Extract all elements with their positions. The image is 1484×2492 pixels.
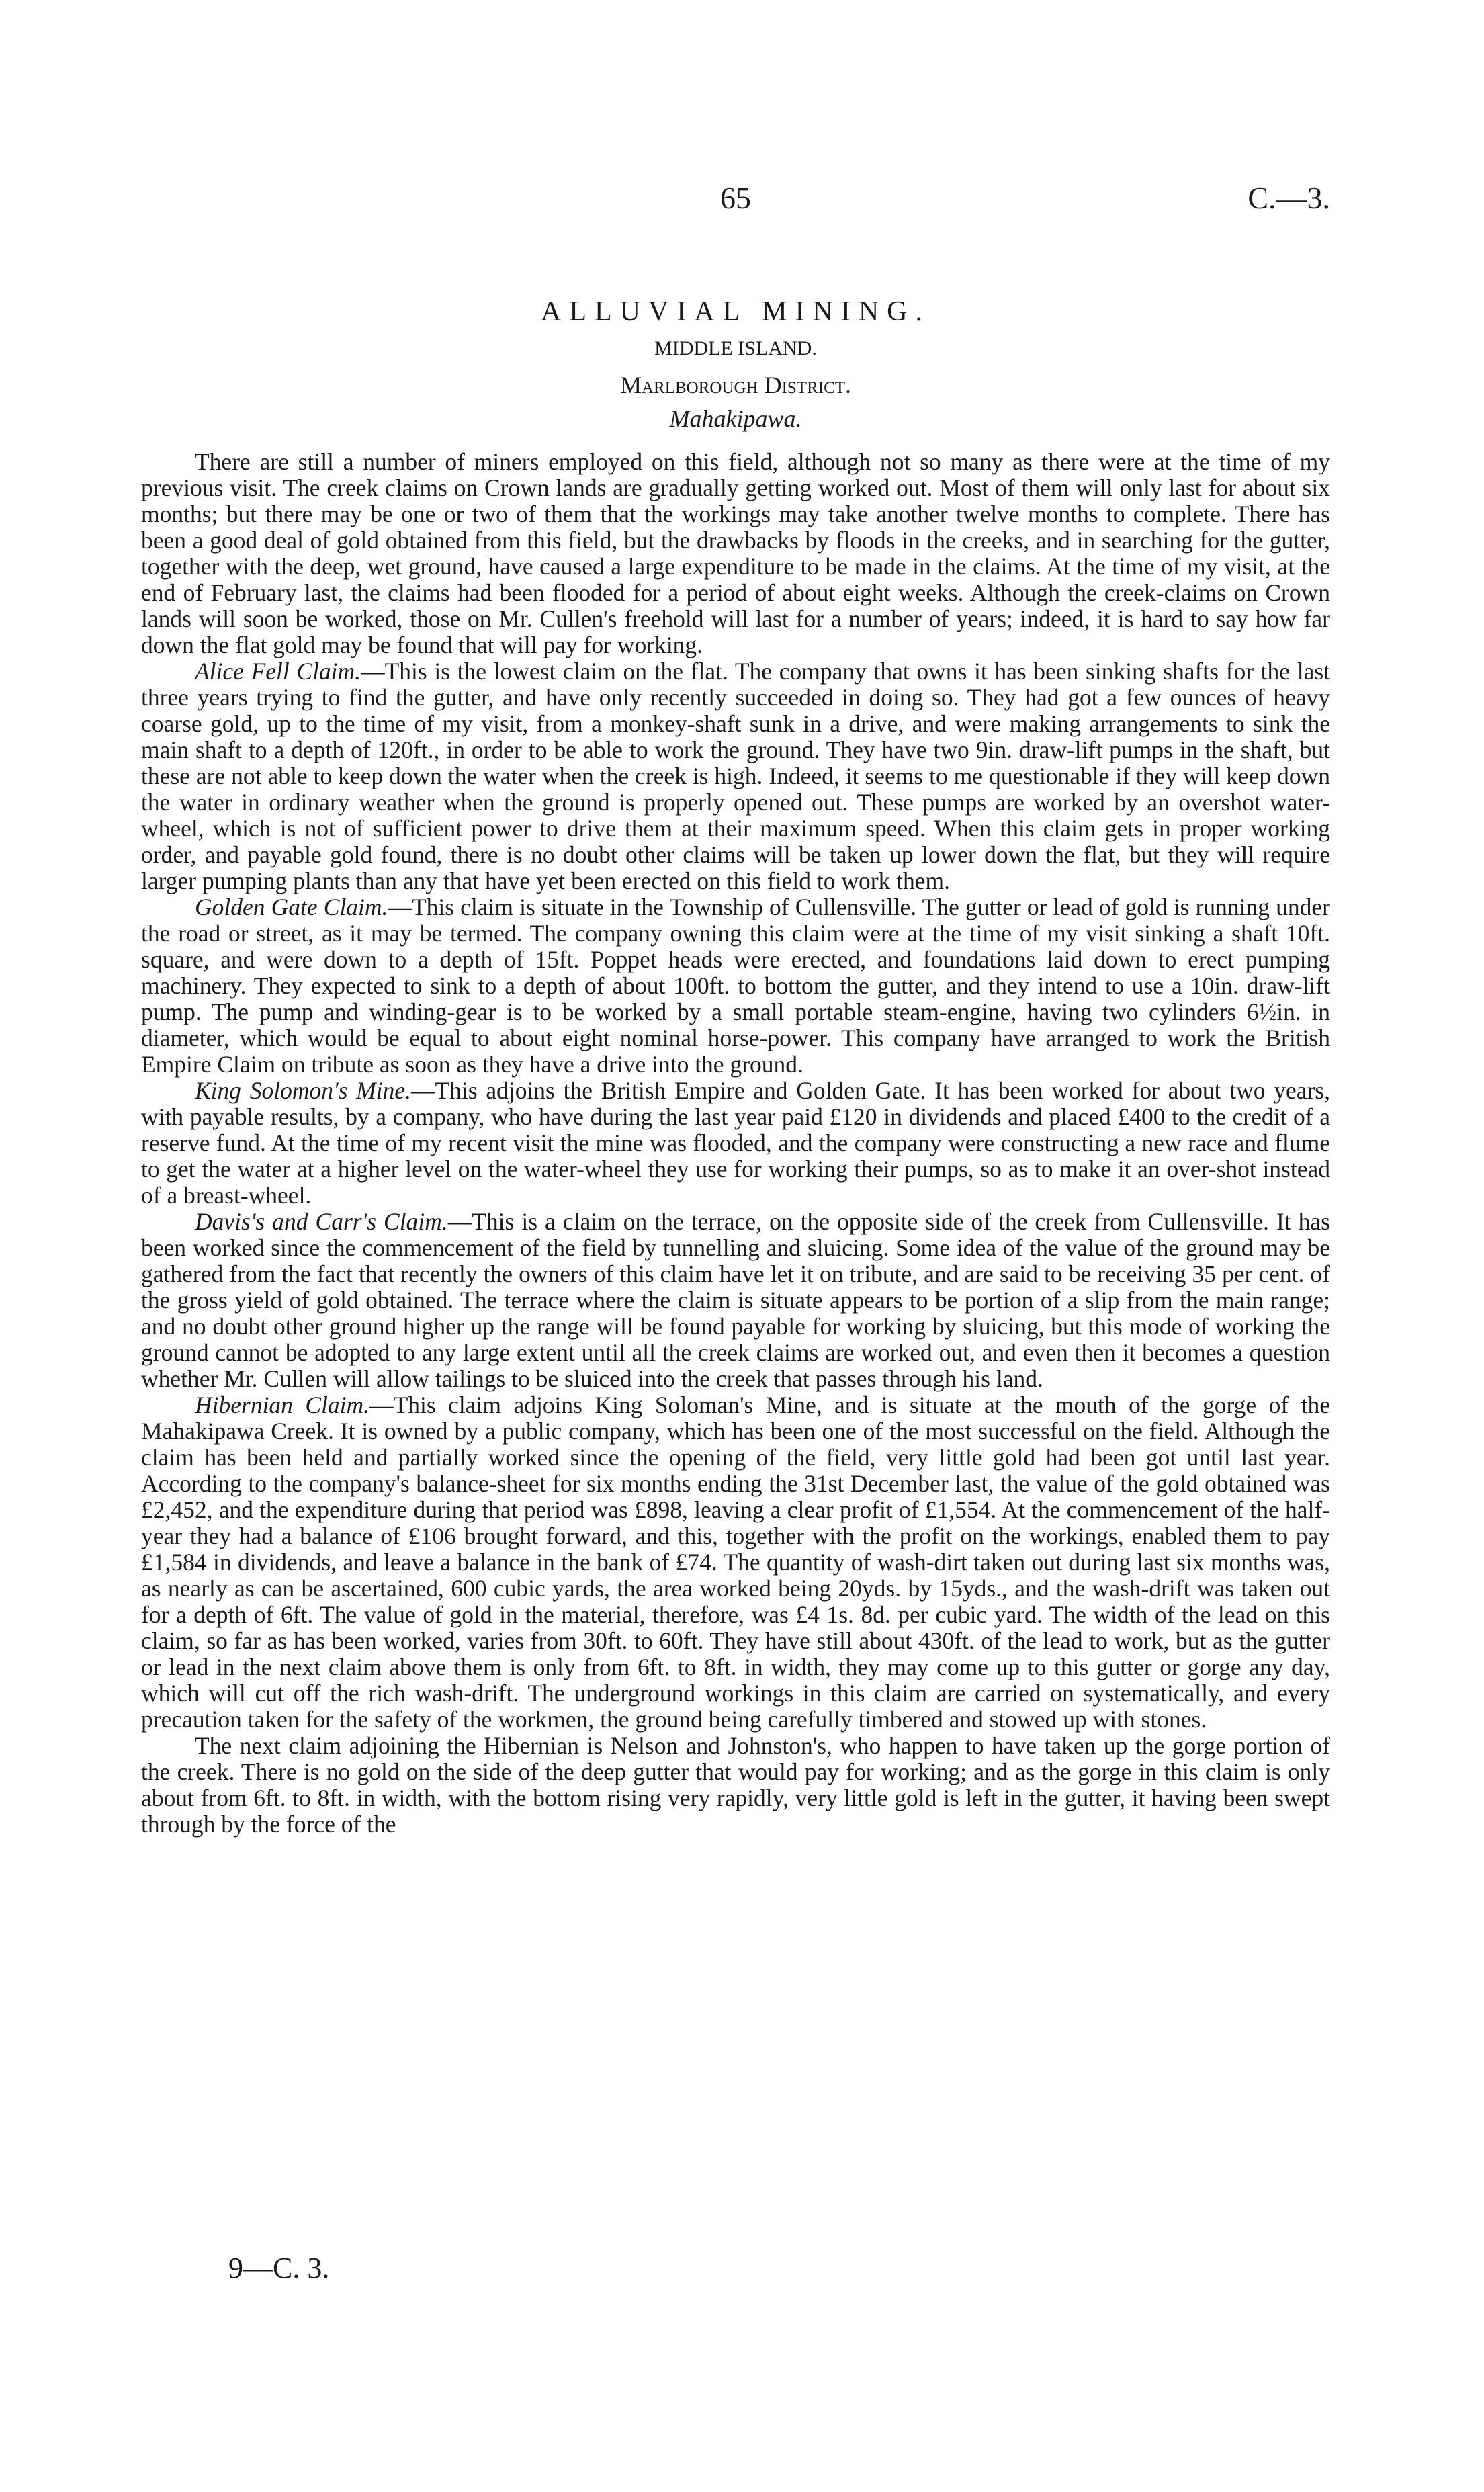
body-text (141, 449, 1330, 1838)
section-headings (141, 296, 1330, 433)
paragraph-text: —This adjoins the British Empire and Golden Gate. It has been worked for about two years, with payable results, by a company, who have during the last year paid £120 in dividends and placed £400 to the credit of a reserve fund. At the time of my recent visit the mine was flooded, and the company were constructing a new race and flume to get the water at a higher level on the water-wheel they use for working their pumps, so as to make it an over-shot instead of a breast-wheel. (141, 1077, 1331, 1209)
paragraph-text: There are still a number of miners employed on this field, although not so many as there were at the time of my previous visit. The creek claims on Crown lands are gradually getting worked out. Most of them will only last for about six months; but there may be one or two of them that the workings may take another twelve months to complete. There has been a good deal of gold obtained from this field, but the drawbacks by floods in the creeks, and in searching for the gutter, together with the deep, wet ground, have caused a large expenditure to be made in the claims. At the time of my visit, at the end of February last, the claims had been flooded for a period of about eight weeks. Although the creek-claims on Crown lands will soon be worked, those on Mr. Cullen's freehold will last for a number of years; indeed, it is hard to say how far down the flat gold may be found that will pay for working. (141, 448, 1330, 658)
page-signature: 9—C. 3. (228, 2251, 330, 2284)
claim-title: Golden Gate Claim. (195, 894, 388, 920)
page-number: 65 (720, 181, 751, 215)
district-heading: Marlborough District. (619, 372, 852, 398)
island-heading: MIDDLE ISLAND. (654, 337, 817, 359)
paragraph-king-solomon (141, 1078, 1330, 1209)
document-code: C.—3. (1248, 181, 1330, 215)
paragraph-text: —This claim adjoins King Soloman's Mine, and is situate at the mouth of the gorge of the Mahakipawa Creek. It is owned by a public company, which has been one of the most successful on the field. Although the claim has been held and partially worked since the opening of the field, very little gold had been got until last year. According to the company's balance-sheet for six months ending the 31st December last, the value of the gold obtained was £2,452, and the expenditure during that period was £898, leaving a clear profit of £1,554. At the commencement of the half-year they had a balance of £106 brought forward, and this, together with the profit on the workings, enabled them to pay £1,584 in dividends, and leave a balance in the bank of £74. The quantity of wash-dirt taken out during last six months was, as nearly as can be ascertained, 600 cubic yards, the area worked being 20yds. by 15yds., and the wash-drift was taken out for a depth of 6ft. The value of gold in the material, therefore, was £4 1s. 8d. per cubic yard. The width of the lead on this claim, so far as has been worked, varies from 30ft. to 60ft. They have still about 430ft. of the lead to work, but as the gutter or lead in the next claim above them is only from 6ft. to 8ft. in width, they may come up to this gutter or gorge any day, which will cut off the rich wash-drift. The underground workings in this claim are carried on systematically, and every precaution taken for the safety of the workmen, the ground being carefully timbered and stowed up with stones. (141, 1391, 1330, 1733)
paragraph-golden-gate (141, 894, 1330, 1078)
paragraph-text: —This is the lowest claim on the flat. The company that owns it has been sinking shafts for the last three years trying to find the gutter, and have only recently succeeded in doing so. They had got a few ounces of heavy coarse gold, up to the time of my visit, from a monkey-shaft sunk in a drive, and were making arrangements to sink the main shaft to a depth of 120ft., in order to be able to work the ground. They have two 9in. draw-lift pumps in the shaft, but these are not able to keep down the water when the creek is high. Indeed, it seems to me questionable if they will keep down the water in ordinary weather when the ground is properly opened out. These pumps are worked by an overshot water-wheel, which is not of sufficient power to drive them at their maximum speed. When this claim gets in proper working order, and payable gold found, there is no doubt other claims will be taken up lower down the flat, but they will require larger pumping plants than any that have yet been erected on this field to work them. (141, 658, 1330, 894)
paragraph-text: —This claim is situate in the Township of Cullensville. The gutter or lead of gold is running under the road or street, as it may be termed. The company owning this claim were at the time of my visit sinking a shaft 10ft. square, and were down to a depth of 15ft. Poppet heads were erected, and foundations laid down to erect pumping machinery. They expected to sink to a depth of about 100ft. to bottom the gutter, and they intend to use a 10in. draw-lift pump. The pump and winding-gear is to be worked by a small portable steam-engine, having two cylinders 6½in. in diameter, which would be equal to about eight nominal horse-power. This company have arranged to work the British Empire Claim on tribute as soon as they have a drive into the ground. (141, 894, 1330, 1078)
claim-title: King Solomon's Mine. (195, 1077, 411, 1104)
paragraph-alice-fell (141, 658, 1330, 894)
place-heading: Mahakipawa. (669, 405, 802, 432)
paragraph-text: —This is a claim on the terrace, on the opposite side of the creek from Cullensville. It has been worked since the commencement of the field by tunnelling and sluicing. Some idea of the value of the ground may be gathered from the fact that recently the owners of this claim have let it on tribute, and are said to be receiving 35 per cent. of the gross yield of gold obtained. The terrace where the claim is situate appears to be portion of a slip from the main range; and no doubt other ground higher up the range will be found payable for working by sluicing, but this mode of working the ground cannot be adopted to any large extent until all the creek claims are worked out, and even then it becomes a question whether Mr. Cullen will allow tailings to be sluiced into the creek that passes through his land. (141, 1208, 1330, 1392)
claim-title: Hibernian Claim. (195, 1391, 370, 1418)
main-title: ALLUVIAL MINING. (540, 296, 931, 327)
claim-title: Alice Fell Claim. (195, 658, 361, 685)
page-header (141, 180, 1330, 227)
paragraph-intro (141, 449, 1330, 658)
paragraph-davis-carr (141, 1209, 1330, 1392)
paragraph-nelson-johnston (141, 1733, 1330, 1838)
paragraph-text: The next claim adjoining the Hibernian is Nelson and Johnston's, who happen to have taken up the gorge portion of the creek. There is no gold on the side of the deep gutter that would pay for working; and as the gorge in this claim is only about from 6ft. to 8ft. in width, with the bottom rising very rapidly, very little gold is left in the gutter, it having been swept through by the force of the (141, 1732, 1330, 1838)
claim-title: Davis's and Carr's Claim. (195, 1208, 448, 1235)
paragraph-hibernian (141, 1392, 1330, 1733)
